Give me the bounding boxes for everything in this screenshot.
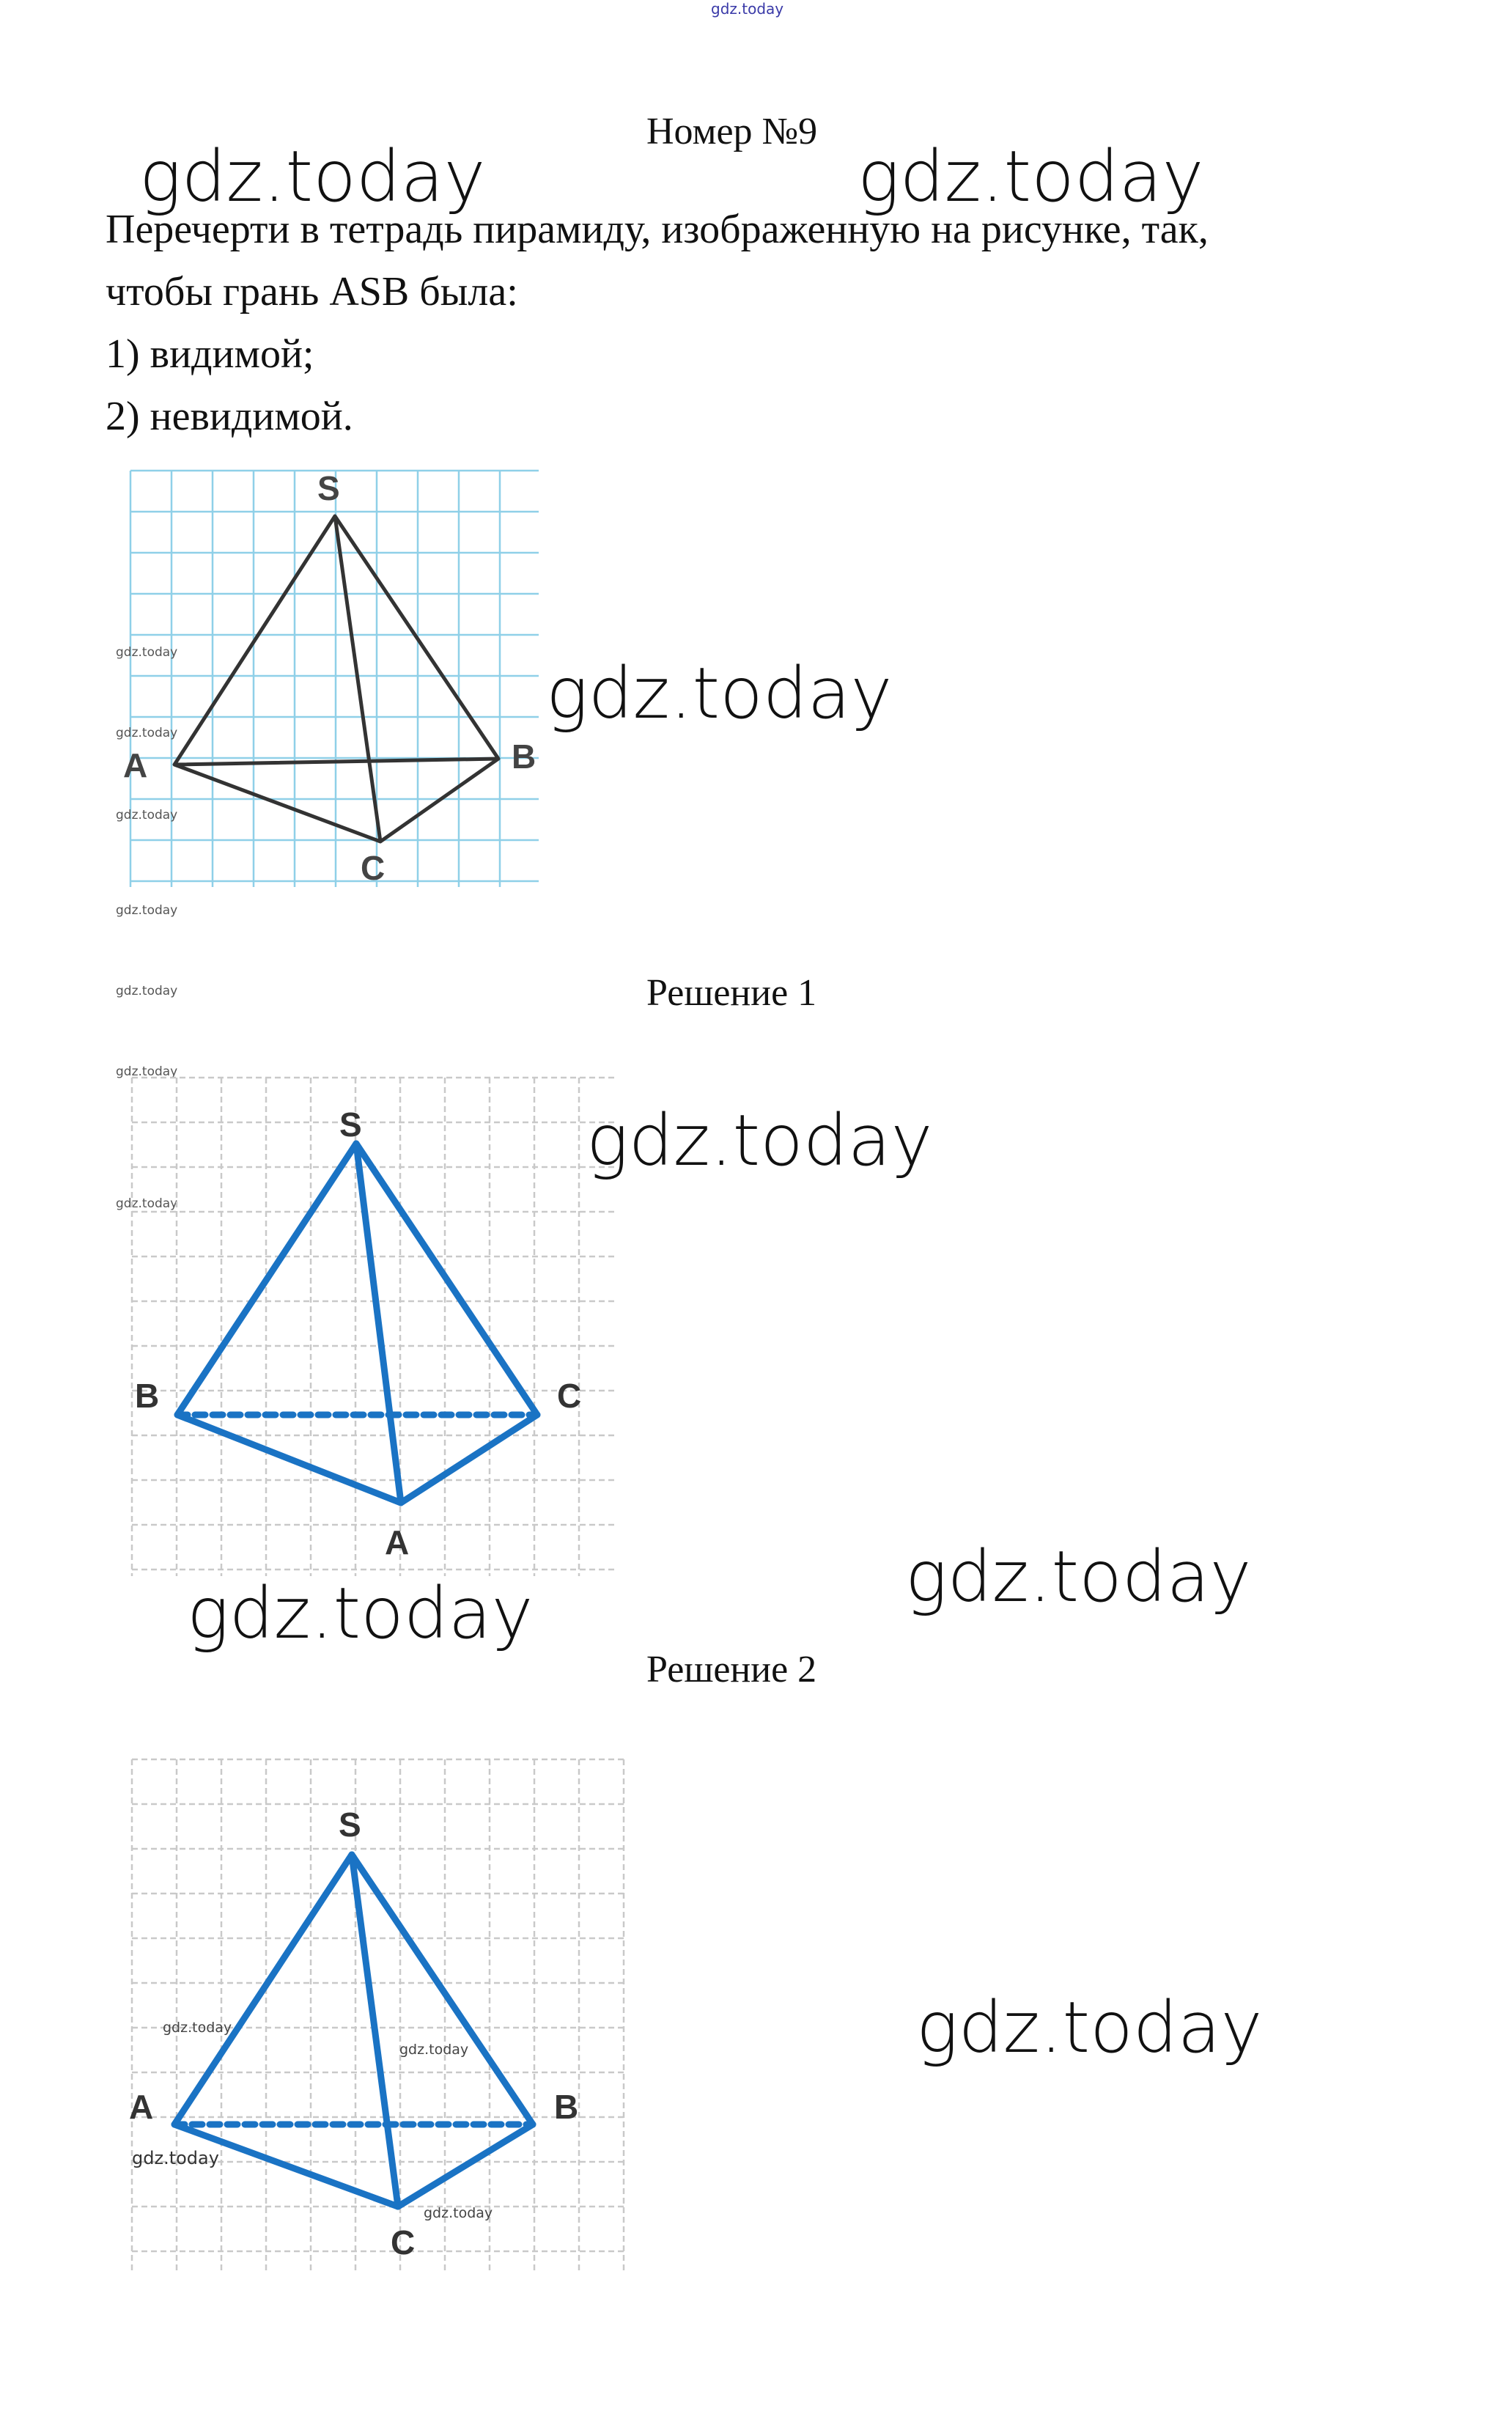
vertex-c-label: C — [391, 2223, 416, 2262]
task-item-1: 1) видимой; — [106, 331, 314, 377]
solution-2-heading: Решение 2 — [646, 1649, 817, 1690]
watermark: gdz.today — [905, 1536, 1252, 1618]
watermark-small: gdz.today — [132, 2148, 219, 2168]
watermark: gdz.today — [139, 136, 486, 218]
watermark: gdz.today — [546, 652, 893, 735]
watermark-small: gdz.today — [116, 645, 178, 660]
watermark-small: gdz.today — [116, 808, 178, 823]
vertex-b-label: B — [135, 1377, 160, 1415]
watermark-small: gdz.today — [116, 1196, 178, 1211]
vertex-s-label: S — [339, 1806, 361, 1844]
task-line-2: чтобы грань ASB была: — [106, 269, 518, 314]
watermark-small: gdz.today — [116, 1064, 178, 1079]
vertex-s-label: S — [317, 469, 340, 507]
visible-edges — [177, 1144, 537, 1503]
watermark-small: gdz.today — [116, 903, 178, 918]
task-item-2: 2) невидимой. — [106, 394, 353, 439]
watermark-small: gdz.today — [116, 984, 178, 998]
watermark-small: gdz.today — [116, 726, 178, 740]
watermark: gdz.today — [916, 1987, 1263, 2069]
original-pyramid-figure — [110, 455, 550, 894]
vertex-a-label: A — [385, 1523, 410, 1561]
watermark-small: gdz.today — [163, 2020, 232, 2036]
vertex-c-label: C — [557, 1377, 582, 1415]
site-mark: gdz.today — [711, 0, 784, 18]
solution-2-figure — [110, 1752, 638, 2280]
watermark: gdz.today — [586, 1100, 933, 1182]
solution-1-heading: Решение 1 — [646, 972, 817, 1014]
watermark-small: gdz.today — [424, 2205, 493, 2221]
vertex-c-label: C — [361, 849, 386, 887]
vertex-b-label: B — [554, 2088, 579, 2126]
page-title: Номер №9 — [646, 111, 818, 152]
solution-1-figure — [110, 1070, 623, 1583]
vertex-b-label: B — [512, 737, 536, 776]
watermark: gdz.today — [858, 136, 1204, 218]
task-line-1: Перечерти в тетрадь пирамиду, изображенную на рисунке, так, — [106, 207, 1209, 252]
vertex-a-label: A — [123, 746, 148, 784]
vertex-a-label: A — [129, 2088, 154, 2126]
watermark-small: gdz.today — [399, 2042, 469, 2058]
watermark: gdz.today — [187, 1572, 534, 1655]
vertex-s-label: S — [339, 1105, 362, 1144]
